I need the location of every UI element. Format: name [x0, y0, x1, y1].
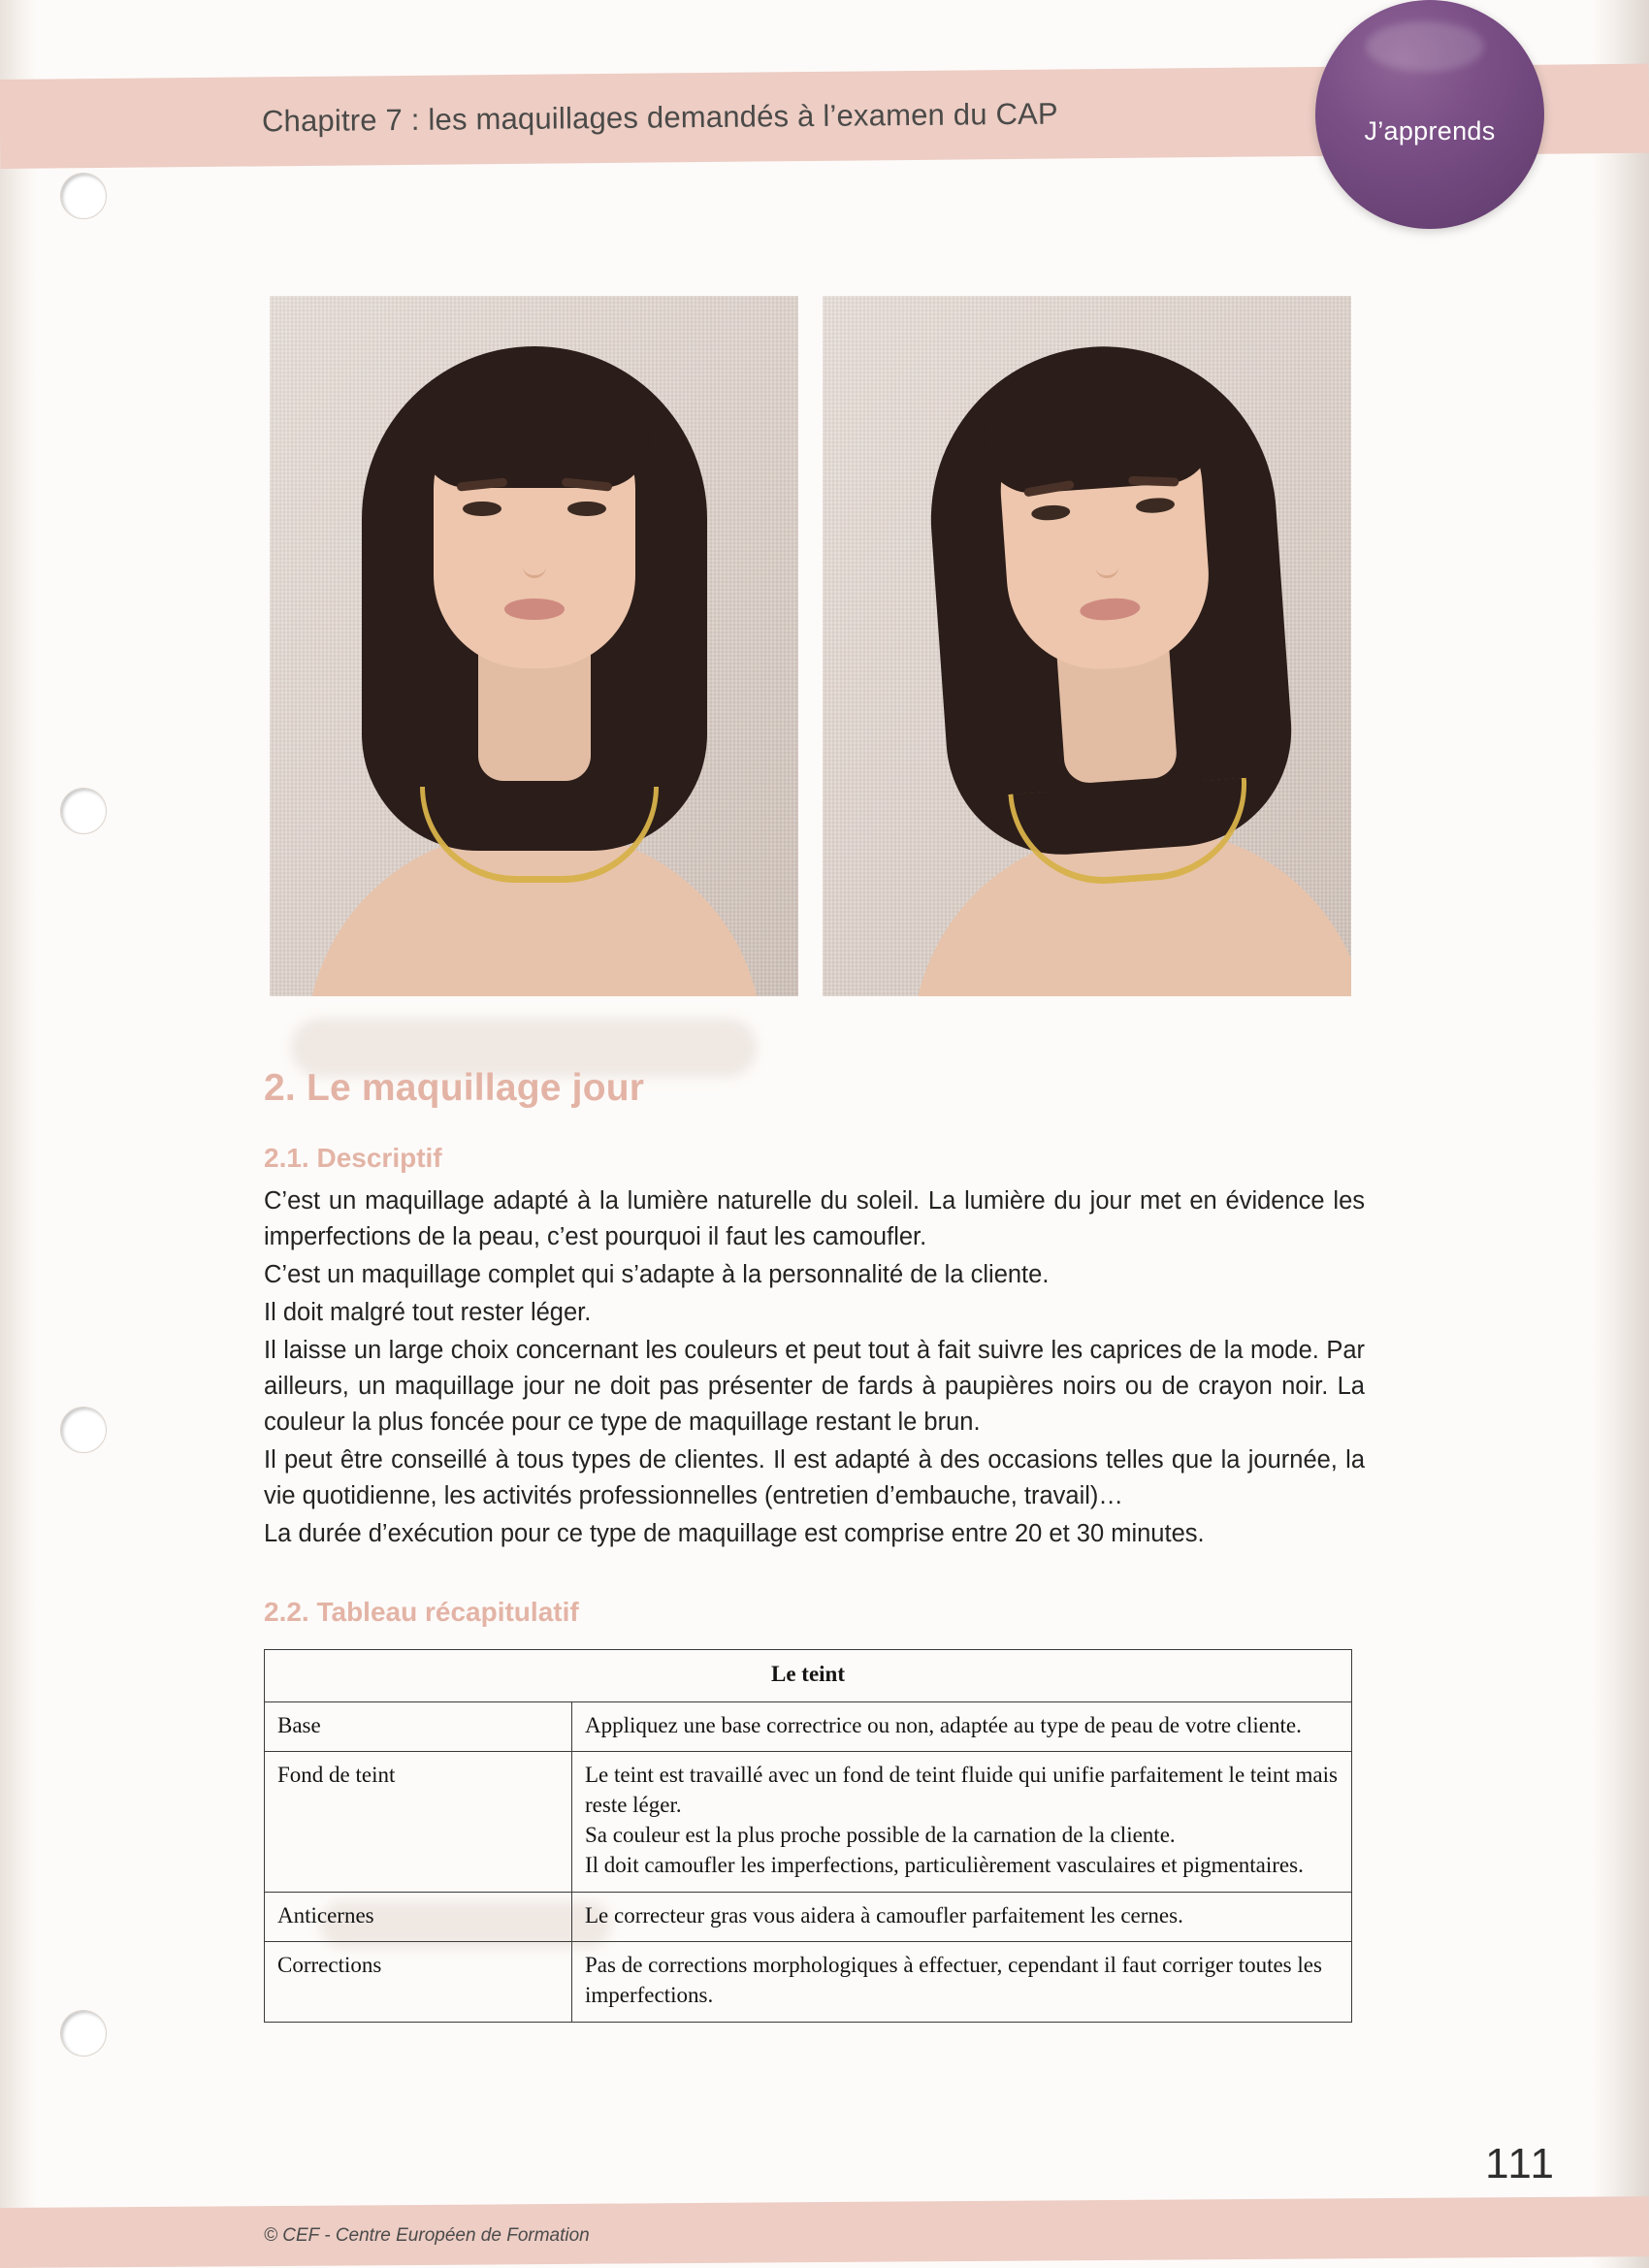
eye-right-shape	[567, 502, 606, 516]
table-row-label: Base	[265, 1701, 572, 1752]
table-row	[265, 1892, 1352, 1942]
table-row	[265, 1752, 1352, 1892]
header-title-wrap	[262, 70, 1059, 167]
paper-edge-right	[1591, 0, 1649, 2268]
table-row-description	[572, 1701, 1352, 1752]
table-cell-line: Pas de corrections morphologiques à effectuer, cependant il faut corriger toutes les imperfections.	[585, 1953, 1322, 2008]
table-row-description	[572, 1892, 1352, 1942]
table-cell-line: Sa couleur est la plus proche possible de la carnation de la cliente.	[585, 1822, 1176, 1847]
table-row-label: Corrections	[265, 1942, 572, 2023]
paragraph: C’est un maquillage adapté à la lumière naturelle du soleil. La lumière du jour met en évidence les imperfections de la peau, c’est pourquoi il faut les camoufler.	[264, 1187, 1365, 1250]
punch-hole	[60, 2010, 107, 2057]
subsection-heading-descriptif: 2.1. Descriptif	[264, 1143, 442, 1173]
section-heading: 2. Le maquillage jour	[264, 1067, 645, 1109]
recap-table	[264, 1649, 1352, 2023]
paragraph: Il doit malgré tout rester léger.	[264, 1298, 592, 1326]
table-row	[265, 1701, 1352, 1752]
table-row-label: Anticernes	[265, 1892, 572, 1942]
nose-shape	[523, 536, 546, 578]
eye-left-shape	[463, 502, 501, 516]
subsection-heading-tableau: 2.2. Tableau récapitulatif	[264, 1596, 579, 1627]
table-row-label: Fond de teint	[265, 1752, 572, 1892]
footer-band	[0, 2196, 1649, 2268]
japprends-badge	[1315, 0, 1544, 229]
badge-label: J’apprends	[1364, 116, 1496, 146]
portrait-face-photo	[270, 296, 798, 996]
table-header-cell: Le teint	[265, 1649, 1352, 1701]
punch-hole	[60, 1407, 107, 1453]
hair-front-shape	[420, 360, 649, 488]
table-row	[265, 1942, 1352, 2023]
punch-hole	[60, 788, 107, 834]
paragraph: Il peut être conseillé à tous types de clientes. Il est adapté à des occasions telles que la journée, la vie quotidienne, les activités professionnelles (entretien d’embauche, travail)…	[264, 1445, 1365, 1509]
eyebrow-right-shape	[1128, 476, 1179, 487]
paragraph: C’est un maquillage complet qui s’adapte à la personnalité de la cliente.	[264, 1260, 1050, 1288]
article-content	[264, 1067, 1365, 2023]
page-title: Chapitre 7 : les maquillages demandés à l’examen du CAP	[261, 96, 1059, 139]
photo-inner	[824, 296, 1351, 996]
paragraph: Il laisse un large choix concernant les couleurs et peut tout à fait suivre les caprices de la mode. Par ailleurs, un maquillage jour ne doit pas présenter de fards à paupières noirs ou de crayon noir. La couleur la plus foncée pour ce type de maquillage restant le brun.	[264, 1336, 1365, 1436]
portrait-three-quarter-photo	[823, 296, 1351, 996]
table-cell-line: Il doit camoufler les imperfections, particulièrement vasculaires et pigmentaires.	[585, 1852, 1304, 1877]
page-number: 111	[1485, 2140, 1556, 2187]
lips-shape	[504, 599, 565, 620]
paper-edge-left	[0, 0, 37, 2268]
photo-row	[270, 296, 1354, 996]
badge-gloss	[1366, 21, 1484, 72]
table-cell-line: Le teint est travaillé avec un fond de teint fluide qui unifie parfaitement le teint mais reste léger.	[585, 1763, 1338, 1818]
paragraph: La durée d’exécution pour ce type de maquillage est comprise entre 20 et 30 minutes.	[264, 1519, 1205, 1547]
table-cell-line: Appliquez une base correctrice ou non, adaptée au type de peau de votre cliente.	[585, 1712, 1302, 1737]
table-cell-line: Le correcteur gras vous aidera à camoufler parfaitement les cernes.	[585, 1902, 1183, 1928]
punch-hole	[60, 173, 107, 219]
nose-shape	[1093, 535, 1119, 579]
table-row-description	[572, 1942, 1352, 2023]
table-row-description	[572, 1752, 1352, 1892]
footer-copyright: © CEF - Centre Européen de Formation	[264, 2225, 590, 2246]
table-header-row	[265, 1649, 1352, 1701]
